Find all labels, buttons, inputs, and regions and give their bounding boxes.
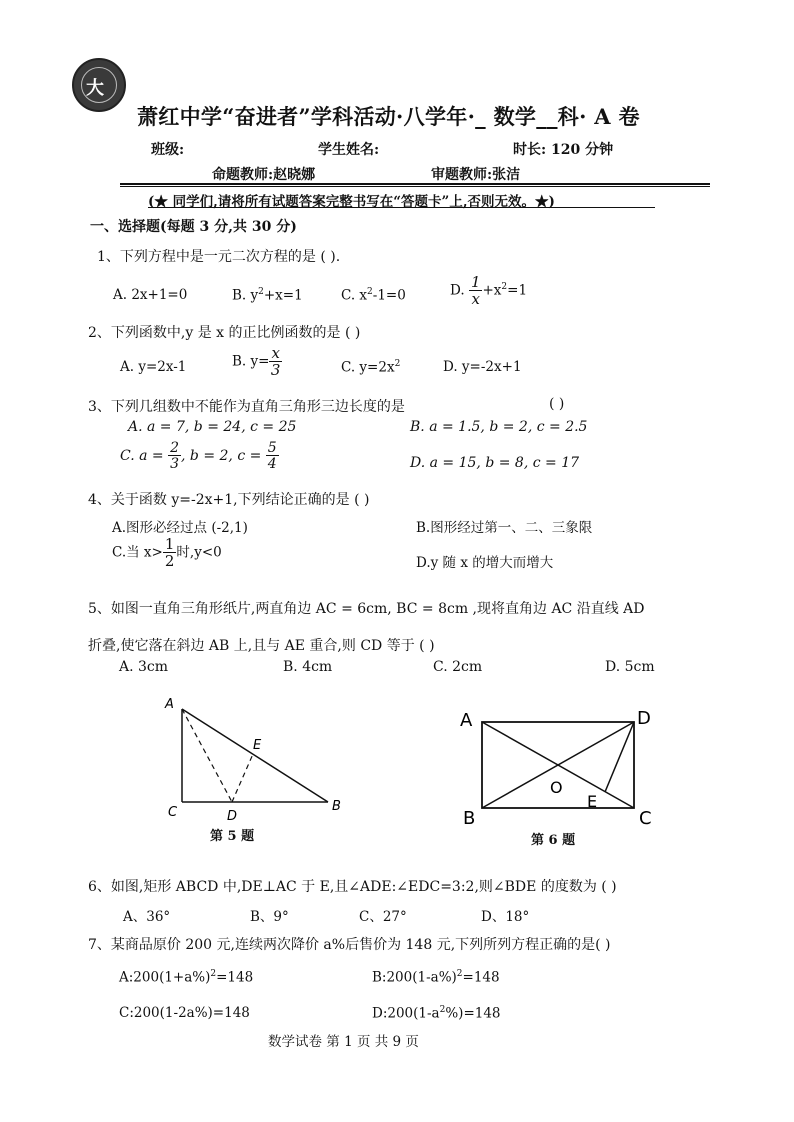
q6-option-c: C、27°	[359, 909, 407, 925]
q2-stem: 2、下列函数中,y 是 x 的正比例函数的是 ( )	[88, 325, 361, 341]
reviewer: 审题教师:张洁	[431, 167, 521, 183]
school-logo: 大	[72, 58, 126, 112]
fig5-label-b: B	[332, 799, 341, 814]
q5-line-1: 5、如图一直角三角形纸片,两直角边 AC = 6cm, BC = 8cm ,现将直角边 AC 沿直线 AD	[88, 601, 645, 617]
q7-option-d: $D:200(1-a^2\%)=148$	[372, 1005, 501, 1022]
q6-option-d: D、18°	[481, 909, 530, 925]
header-divider	[120, 183, 710, 185]
q7-stem: 7、某商品原价 200 元,连续两次降价 a%后售价为 148 元,下列所列方程正确的是( )	[88, 937, 611, 953]
q4-option-a: A.图形必经过点 (-2,1)	[112, 520, 248, 536]
q7-option-b: $B:200(1-a\%)^2=148$	[372, 969, 500, 986]
q1-stem: 1、下列方程中是一元二次方程的是 ( ).	[97, 249, 341, 265]
notice: (★ 同学们,请将所有试题答案完整书写在“答题卡”上,否则无效。★)	[148, 194, 555, 210]
fig6-label-o: O	[550, 778, 563, 797]
fig6-label-c: C	[639, 808, 652, 829]
q4-stem: 4、关于函数 y=-2x+1,下列结论正确的是 ( )	[88, 492, 370, 508]
fig6-label-e: E	[587, 792, 598, 811]
q5-option-c: C. 2cm	[433, 659, 483, 675]
q4-option-d: D.y 随 x 的增大而增大	[416, 555, 554, 571]
q1-option-b: B. $y^2+x=1$	[232, 287, 303, 304]
exam-title: 萧红中学“奋进者”学科活动·八学年·_ 数学__科· A 卷	[137, 104, 640, 129]
figure-5-triangle	[160, 692, 360, 820]
class-label: 班级:	[151, 142, 185, 158]
q1-option-c: C. $x^2-1=0$	[341, 287, 406, 304]
q6-stem: 6、如图,矩形 ABCD 中,DE⊥AC 于 E,且∠ADE:∠EDC=3:2,则∠BDE 的度数为 ( )	[88, 879, 617, 895]
q3-option-d: D. a = 15, b = 8, c = 17	[410, 455, 580, 471]
question-setter: 命题教师:赵晓娜	[212, 167, 316, 183]
q5-line-2: 折叠,使它落在斜边 AB 上,且与 AE 重合,则 CD 等于 ( )	[88, 638, 435, 654]
q3-option-b: B. a = 1.5, b = 2, c = 2.5	[410, 419, 588, 435]
duration-label: 时长: 120 分钟	[513, 142, 614, 158]
page-footer: 数学试卷 第 1 页 共 9 页	[268, 1034, 419, 1050]
q7-option-a: $A:200(1+a\%)^2=148$	[119, 969, 254, 986]
q1-option-d: D. $\frac{1}{x}$ $+x^2=1$	[450, 273, 528, 308]
fig6-label-d: D	[637, 708, 651, 729]
fig6-label-a: A	[460, 710, 473, 731]
figure-6-rectangle	[455, 702, 665, 830]
q7-option-c: C:200(1-2a%)=148	[119, 1005, 250, 1021]
fig5-label-c: C	[168, 805, 178, 820]
q1-option-a: A. 2x+1=0	[113, 287, 188, 303]
q5-option-d: D. 5cm	[605, 659, 655, 675]
figure-5-caption: 第 5 题	[210, 829, 255, 844]
q3-option-a: A. a = 7, b = 24, c = 25	[128, 419, 297, 435]
q6-option-b: B、9°	[250, 909, 289, 925]
fig6-label-b: B	[463, 808, 476, 829]
q3-stem: 3、下列几组数中不能作为直角三角形三边长度的是	[88, 399, 405, 415]
q5-option-b: B. 4cm	[283, 659, 333, 675]
q3-option-c: C. a = $\frac{2}{3}$ , b = 2, c = $\frac{5}{4}$	[120, 440, 277, 472]
student-name-label: 学生姓名:	[318, 142, 380, 158]
q4-option-c: C.当 x> $\frac{1}{2}$ 时,y<0	[112, 535, 222, 570]
q4-option-b: B.图形经过第一、二、三象限	[416, 520, 593, 536]
notice-underline	[148, 207, 655, 208]
fig5-label-e: E	[253, 738, 262, 753]
q2-option-c: C. $y=2x^2$	[341, 359, 401, 376]
q5-option-a: A. 3cm	[119, 659, 169, 675]
figure-6-caption: 第 6 题	[531, 833, 576, 848]
q3-answer-paren: ( )	[549, 396, 565, 412]
q6-option-a: A、36°	[123, 909, 171, 925]
q2-option-a: A. y=2x-1	[120, 359, 187, 375]
fig5-label-a: A	[165, 697, 174, 712]
fig5-label-d: D	[227, 809, 238, 820]
header-divider-thin	[120, 186, 710, 187]
q2-option-b: B. y= $\frac{x}{3}$	[232, 344, 281, 379]
section-heading: 一、选择题(每题 3 分,共 30 分)	[90, 219, 297, 235]
q2-option-d: D. y=-2x+1	[443, 359, 522, 375]
